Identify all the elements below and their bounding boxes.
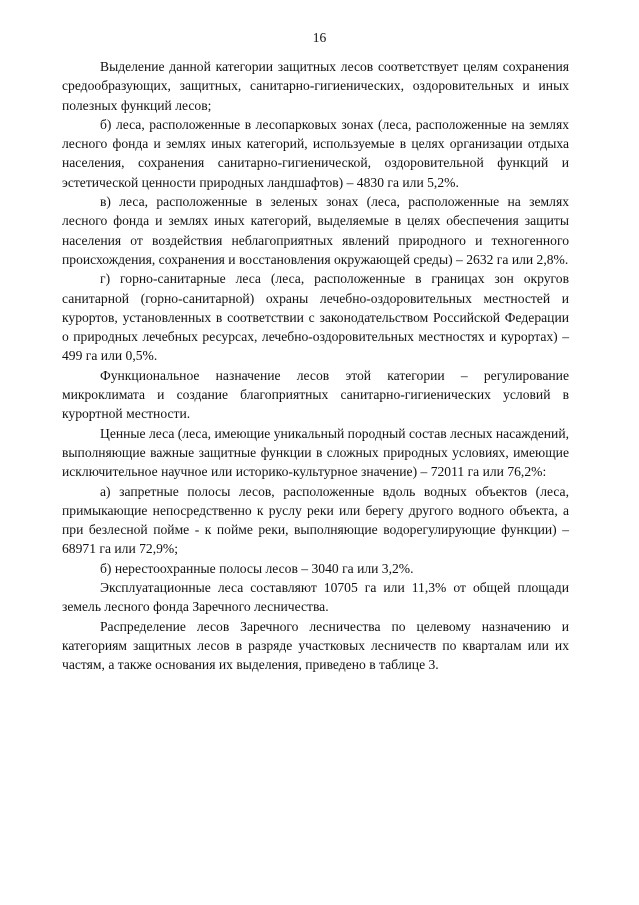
paragraph-forest-park-zones: б) леса, расположенные в лесопарковых зонах (леса, расположенные на землях лесного фонда и землях иных категорий, используемые в целях организации отдыха населения, сохранения санитарно-гигиенической, оздоровительной функций и эстетической ценности природных ландшафтов) – 4830 га или 5,2%. <box>62 116 569 190</box>
paragraph-spawning-strips: б) нерестоохранные полосы лесов – 3040 га или 3,2%. <box>100 560 414 576</box>
paragraph-protective-forests-purpose: Выделение данной категории защитных лесов соответствует целям сохранения средообразующих, защитных, санитарно-гигиенических, оздоровительных и иных полезных функций лесов; <box>62 59 569 113</box>
paragraph-mountain-sanitary-forests: г) горно-санитарные леса (леса, расположенные в границах зон округов санитарной (горно-санитарной) охраны лечебно-оздоровительных местностей и курортов, установленных в соответствии с законодательством Российской Федерации о природных лечебных ресурсах, лечебно-оздоровительных местностях и курортах) – 499 га или 0,5%. <box>62 271 569 364</box>
paragraph-distribution-table-reference: Распределение лесов Заречного лесничества по целевому назначению и категориям защитных лесов в разряде участковых лесничеств по кварталам или их частям, а также основания их выделения, приведено в таблице 3. <box>62 618 569 673</box>
paragraph-valuable-forests: Ценные леса (леса, имеющие уникальный породный состав лесных насаждений, выполняющие важные защитные функции в сложных природных условиях, имеющие исключительное научное или историко-культурное значение) – 72011 га или 76,2%: <box>62 425 569 480</box>
page-number: 16 <box>312 30 327 45</box>
paragraph-forbidden-strips: а) запретные полосы лесов, расположенные вдоль водных объектов (леса, примыкающие непосредственно к руслу реки или берегу другого водного объекта, а при безлесной пойме - к пойме реки, выполняющие водорегулирующие функции) – 68971 га или 72,9%; <box>62 483 569 557</box>
body-text <box>62 57 569 675</box>
paragraph-functional-purpose: Функциональное назначение лесов этой категории – регулирование микроклимата и создание благоприятных санитарно-гигиенических условий в курортной местности. <box>62 367 569 422</box>
paragraph-green-zones: в) леса, расположенные в зеленых зонах (леса, расположенные на землях лесного фонда и землях иных категорий, выделяемые в целях обеспечения защиты населения от воздействия неблагоприятных явлений природного и техногенного происхождения, сохранения и восстановления окружающей среды) – 2632 га или 2,8%. <box>62 194 569 267</box>
paragraph-exploitation-forests: Эксплуатационные леса составляют 10705 га или 11,3% от общей площади земель лесного фонда Заречного лесничества. <box>62 580 569 615</box>
